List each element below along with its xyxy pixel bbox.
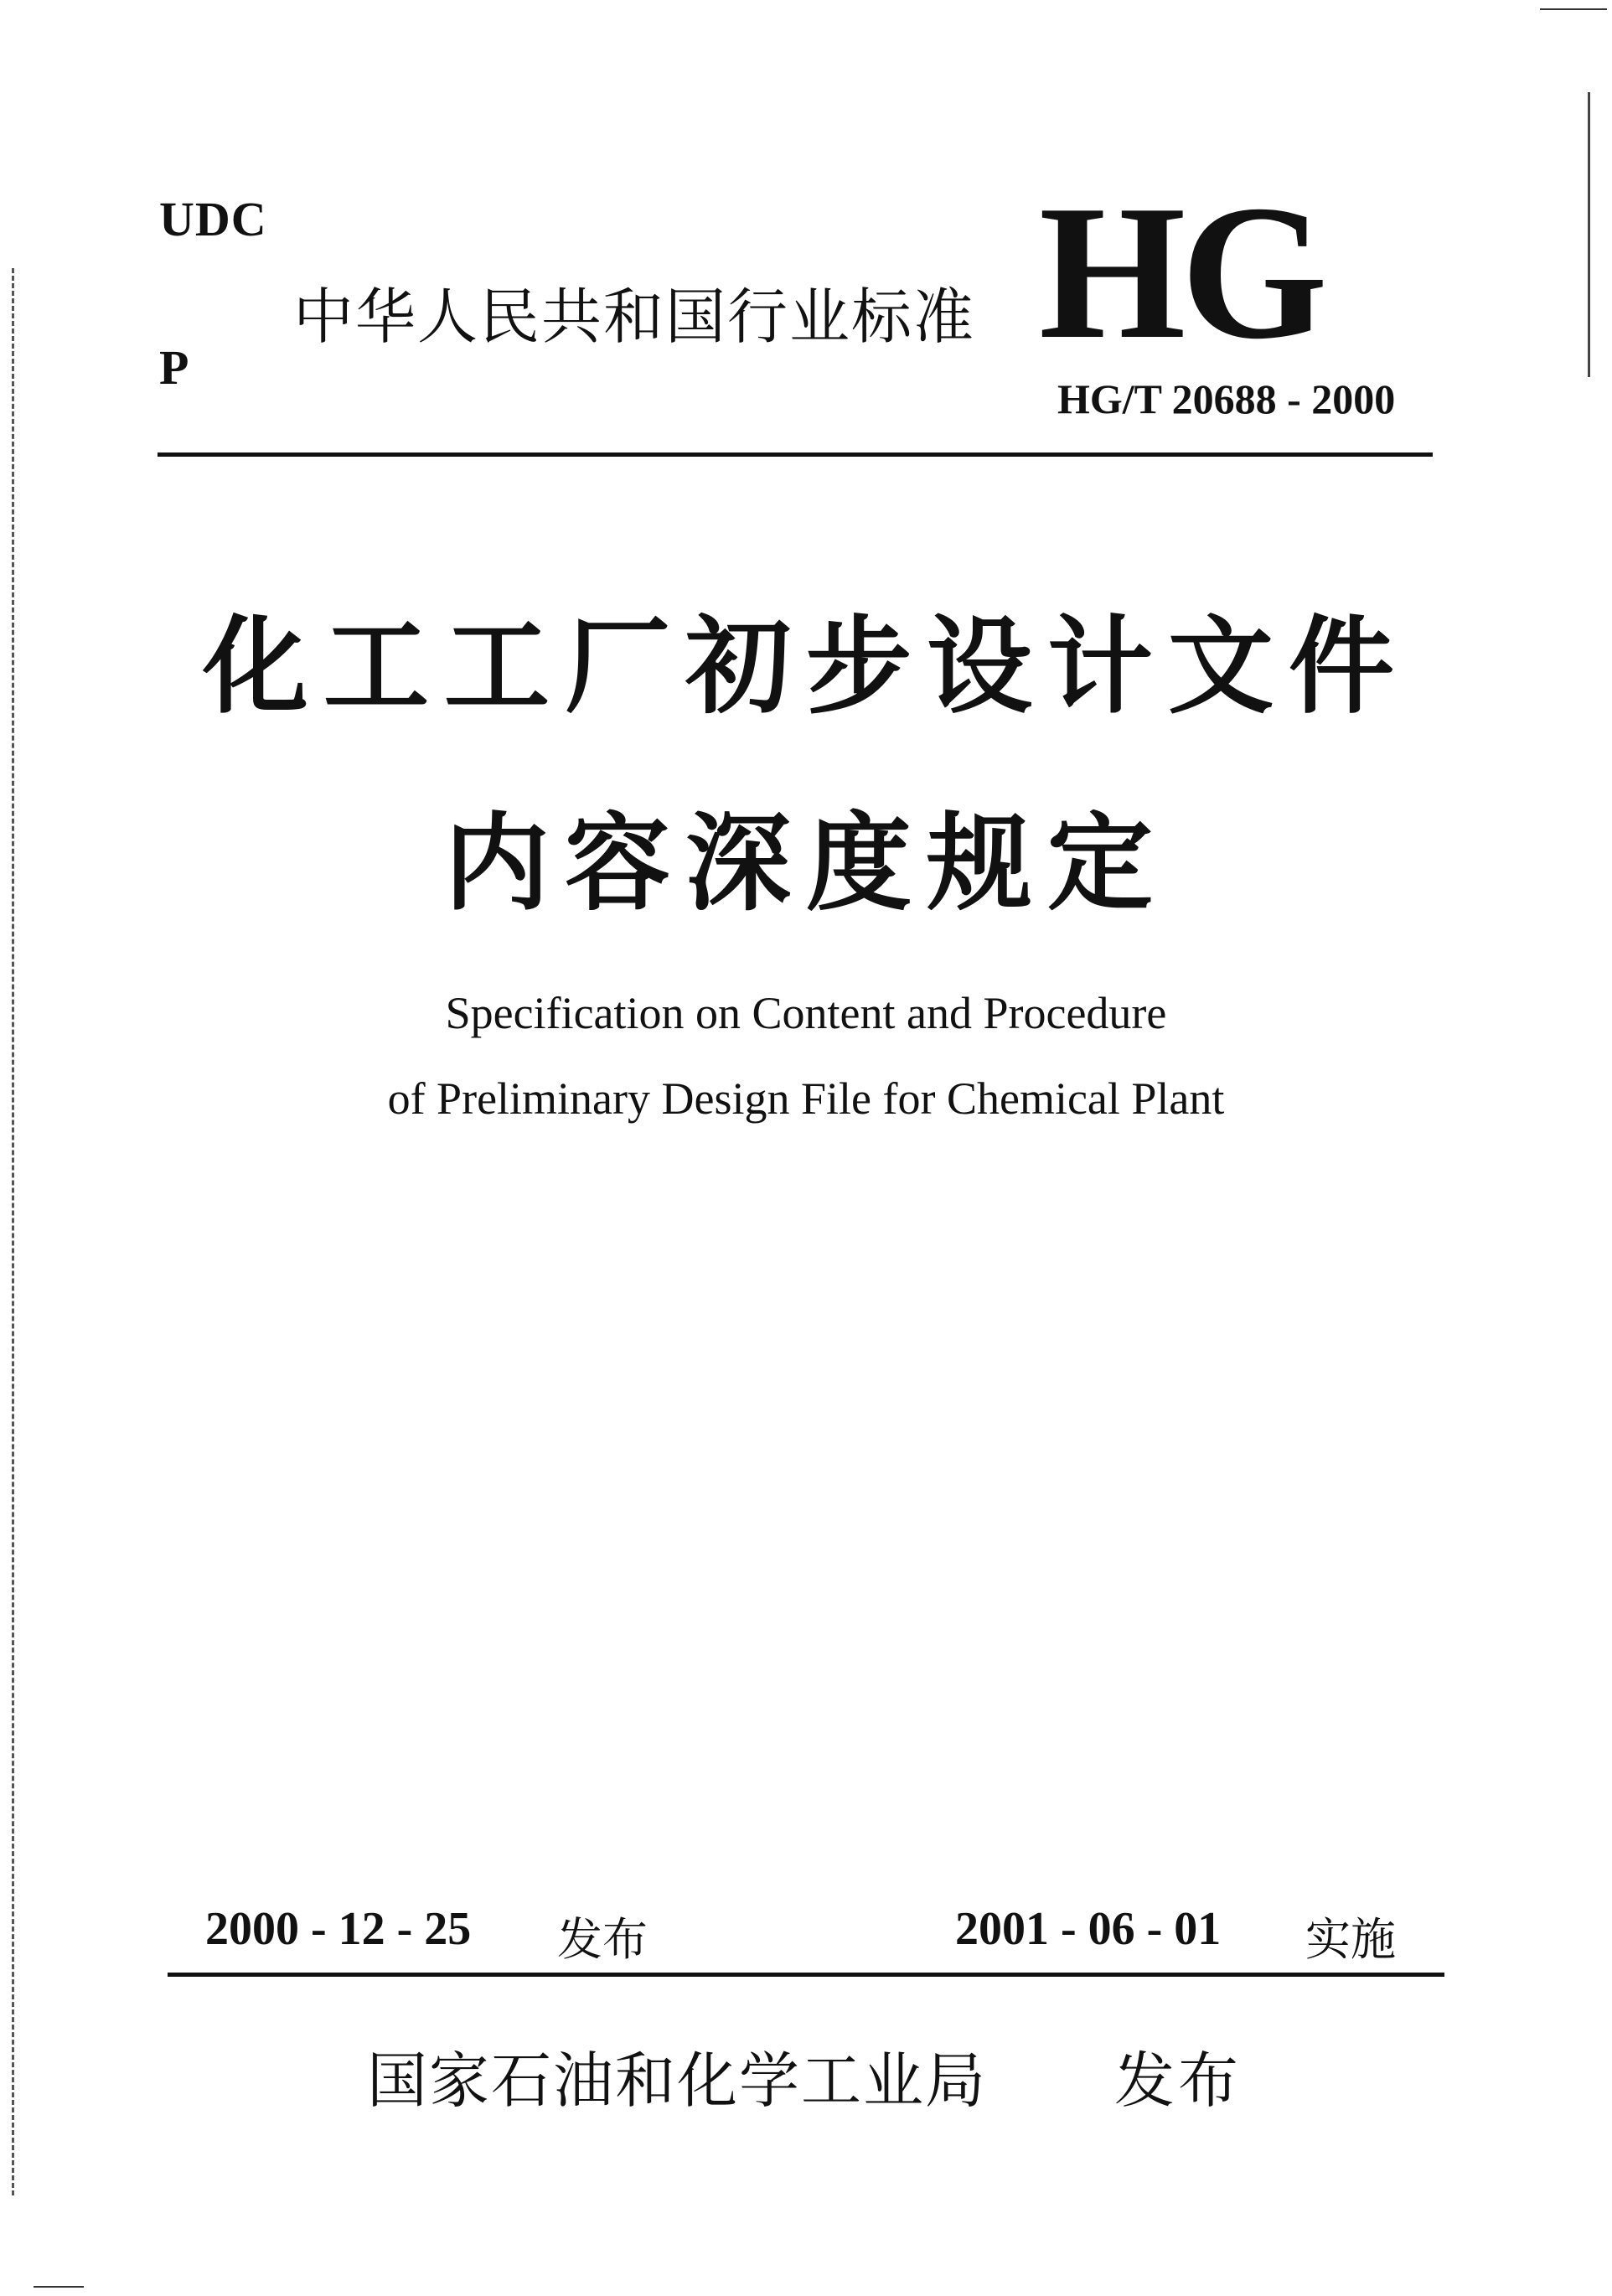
classification-code: P: [159, 340, 189, 395]
hg-logo: HG: [1039, 165, 1323, 379]
publisher-name: 国家石油和化学工业局: [367, 2045, 988, 2116]
standard-number: HG/T 20688 - 2000: [1057, 375, 1396, 422]
publisher-label: 发布: [1114, 2045, 1243, 2116]
scan-corner-mark: [1540, 8, 1607, 10]
title-en-line-2: of Preliminary Design File for Chemical Plant: [387, 1073, 1225, 1124]
standard-type-heading: 中华人民共和国行业标准: [293, 282, 976, 352]
publish-date: 2000 - 12 - 25: [205, 1903, 472, 1955]
publish-date-label: 发布: [557, 1913, 648, 1966]
scan-corner-mark: [34, 2286, 84, 2288]
title-cn-line-2: 内容深度规定: [444, 802, 1168, 925]
binding-edge-scan-mark: [12, 268, 14, 2195]
implement-date: 2001 - 06 - 01: [955, 1903, 1222, 1955]
implement-date-label: 实施: [1305, 1913, 1396, 1966]
title-en-line-1: Specification on Content and Procedure: [445, 988, 1167, 1038]
udc-label: UDC: [159, 192, 267, 246]
header-divider: [158, 452, 1433, 457]
title-cn-line-1: 化工工厂初步设计文件: [203, 605, 1409, 728]
scan-edge-mark: [1588, 92, 1590, 377]
footer-divider: [168, 1973, 1444, 1977]
